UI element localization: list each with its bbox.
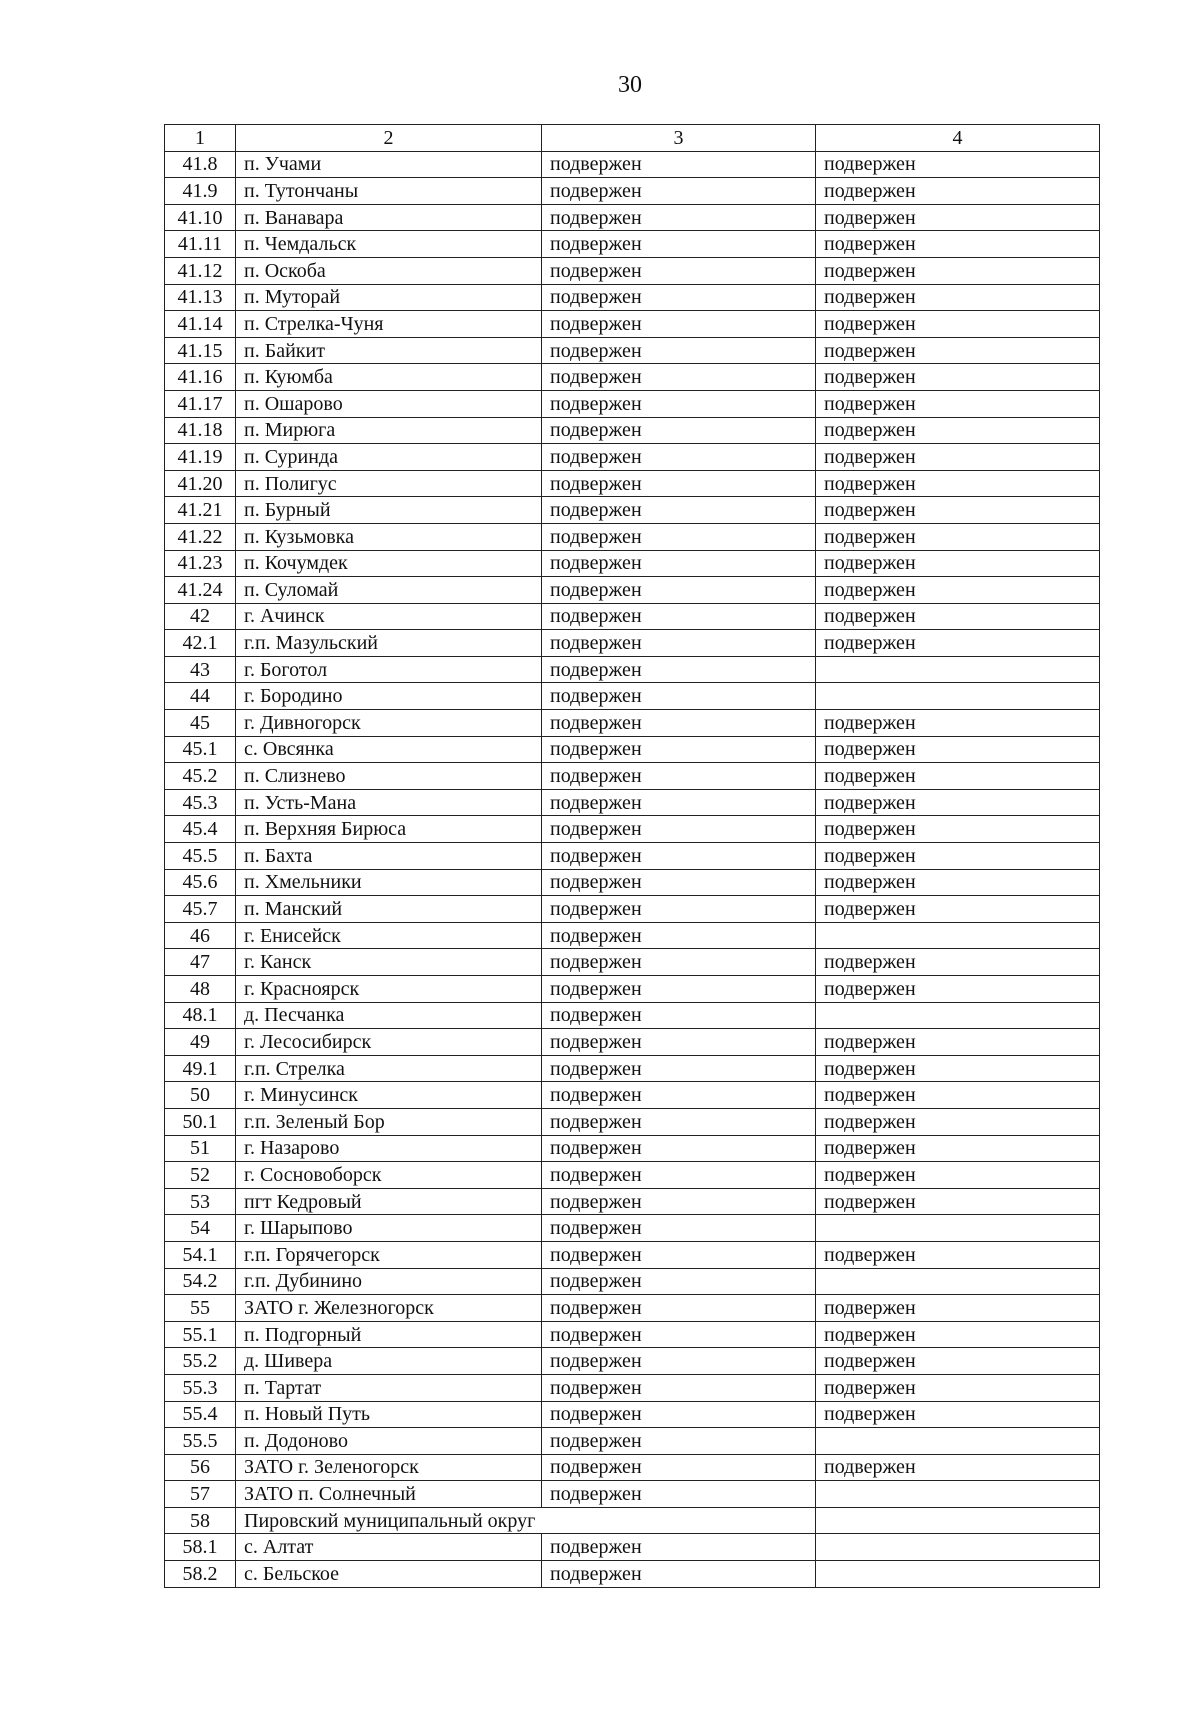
table-row xyxy=(165,1295,1100,1322)
settlement-name: п. Куюмба xyxy=(236,364,542,391)
settlement-name: г. Сосновоборск xyxy=(236,1162,542,1189)
table-row xyxy=(165,843,1100,870)
row-number: 49.1 xyxy=(165,1055,236,1082)
settlement-name: п. Манский xyxy=(236,896,542,923)
settlement-name: п. Кузьмовка xyxy=(236,523,542,550)
table-row xyxy=(165,151,1100,178)
column-4-value: подвержен xyxy=(816,284,1100,311)
column-4-value: подвержен xyxy=(816,736,1100,763)
row-number: 55 xyxy=(165,1295,236,1322)
row-number: 41.18 xyxy=(165,417,236,444)
column-3-value: подвержен xyxy=(542,497,816,524)
table-row xyxy=(165,949,1100,976)
table-row xyxy=(165,1428,1100,1455)
column-4-value: подвержен xyxy=(816,1082,1100,1109)
column-4-value: подвержен xyxy=(816,603,1100,630)
column-4-value: подвержен xyxy=(816,257,1100,284)
column-3-value: подвержен xyxy=(542,523,816,550)
column-4-value: подвержен xyxy=(816,630,1100,657)
row-number: 43 xyxy=(165,656,236,683)
column-4-value xyxy=(816,1215,1100,1242)
column-4-value: подвержен xyxy=(816,311,1100,338)
settlement-name: г. Енисейск xyxy=(236,922,542,949)
settlement-name: п. Верхняя Бирюса xyxy=(236,816,542,843)
settlement-name: пгт Кедровый xyxy=(236,1188,542,1215)
row-number: 41.20 xyxy=(165,470,236,497)
column-3-value: подвержен xyxy=(542,1108,816,1135)
column-4-value: подвержен xyxy=(816,1188,1100,1215)
column-4-value xyxy=(816,656,1100,683)
row-number: 54.2 xyxy=(165,1268,236,1295)
settlement-name: с. Алтат xyxy=(236,1534,542,1561)
settlement-name: п. Ванавара xyxy=(236,204,542,231)
table-row xyxy=(165,1268,1100,1295)
table-row xyxy=(165,337,1100,364)
column-3-value: подвержен xyxy=(542,1029,816,1056)
column-3-value: подвержен xyxy=(542,896,816,923)
column-3-value: подвержен xyxy=(542,1374,816,1401)
table-row xyxy=(165,1002,1100,1029)
table-row xyxy=(165,1348,1100,1375)
settlement-name: д. Песчанка xyxy=(236,1002,542,1029)
settlement-name: ЗАТО г. Зеленогорск xyxy=(236,1454,542,1481)
row-number: 48.1 xyxy=(165,1002,236,1029)
table-row xyxy=(165,1534,1100,1561)
table-row xyxy=(165,1321,1100,1348)
table-row xyxy=(165,311,1100,338)
settlement-name: п. Стрелка-Чуня xyxy=(236,311,542,338)
column-3-value: подвержен xyxy=(542,949,816,976)
table-row xyxy=(165,204,1100,231)
column-3-value: подвержен xyxy=(542,1348,816,1375)
table-row xyxy=(165,523,1100,550)
column-4-value: подвержен xyxy=(816,151,1100,178)
row-number: 41.24 xyxy=(165,577,236,604)
settlement-name: п. Бурный xyxy=(236,497,542,524)
table-row xyxy=(165,1055,1100,1082)
column-4-value: подвержен xyxy=(816,949,1100,976)
row-number: 41.21 xyxy=(165,497,236,524)
column-3-value: подвержен xyxy=(542,231,816,258)
column-4-value xyxy=(816,1268,1100,1295)
column-4-value: подвержен xyxy=(816,1401,1100,1428)
settlement-name: п. Бахта xyxy=(236,843,542,870)
settlement-name: п. Мирюга xyxy=(236,417,542,444)
column-3-value: подвержен xyxy=(542,444,816,471)
column-4-value: подвержен xyxy=(816,896,1100,923)
column-4-value xyxy=(816,683,1100,710)
column-4-value: подвержен xyxy=(816,523,1100,550)
table-row xyxy=(165,789,1100,816)
table-row xyxy=(165,284,1100,311)
row-number: 41.12 xyxy=(165,257,236,284)
column-4-value: подвержен xyxy=(816,204,1100,231)
row-number: 45.3 xyxy=(165,789,236,816)
table-row xyxy=(165,736,1100,763)
row-number: 41.22 xyxy=(165,523,236,550)
table-row xyxy=(165,1108,1100,1135)
column-3-value: подвержен xyxy=(542,311,816,338)
column-3-value: подвержен xyxy=(542,1215,816,1242)
column-3-value: подвержен xyxy=(542,204,816,231)
settlement-name: г.п. Мазульский xyxy=(236,630,542,657)
column-4-value: подвержен xyxy=(816,1162,1100,1189)
settlement-name: г. Назарово xyxy=(236,1135,542,1162)
column-4-value xyxy=(816,1481,1100,1508)
column-header-4: 4 xyxy=(816,125,1100,152)
column-4-value: подвержен xyxy=(816,1055,1100,1082)
table-row xyxy=(165,1241,1100,1268)
table-row xyxy=(165,231,1100,258)
row-number: 55.3 xyxy=(165,1374,236,1401)
row-number: 58.1 xyxy=(165,1534,236,1561)
column-4-value: подвержен xyxy=(816,1108,1100,1135)
column-3-value: подвержен xyxy=(542,683,816,710)
row-number: 55.5 xyxy=(165,1428,236,1455)
settlement-name: п. Кочумдек xyxy=(236,550,542,577)
row-number: 41.23 xyxy=(165,550,236,577)
table-row xyxy=(165,1188,1100,1215)
column-3-value: подвержен xyxy=(542,736,816,763)
column-header-1: 1 xyxy=(165,125,236,152)
table-row xyxy=(165,896,1100,923)
table-row xyxy=(165,1561,1100,1588)
row-number: 44 xyxy=(165,683,236,710)
column-3-value: подвержен xyxy=(542,1162,816,1189)
row-number: 41.14 xyxy=(165,311,236,338)
row-number: 46 xyxy=(165,922,236,949)
column-3-value: подвержен xyxy=(542,1241,816,1268)
column-4-value: подвержен xyxy=(816,1241,1100,1268)
table-row xyxy=(165,763,1100,790)
column-4-value: подвержен xyxy=(816,470,1100,497)
table-row xyxy=(165,257,1100,284)
column-3-value: подвержен xyxy=(542,843,816,870)
settlement-name: п. Ошарово xyxy=(236,390,542,417)
row-number: 57 xyxy=(165,1481,236,1508)
row-number: 49 xyxy=(165,1029,236,1056)
settlement-name: г. Боготол xyxy=(236,656,542,683)
settlement-name: п. Усть-Мана xyxy=(236,789,542,816)
column-3-value: подвержен xyxy=(542,1561,816,1588)
row-number: 45.4 xyxy=(165,816,236,843)
settlement-name: г. Шарыпово xyxy=(236,1215,542,1242)
column-3-value: подвержен xyxy=(542,710,816,737)
settlement-name: п. Додоново xyxy=(236,1428,542,1455)
column-3-value: подвержен xyxy=(542,178,816,205)
column-4-value: подвержен xyxy=(816,869,1100,896)
settlement-name: г.п. Дубинино xyxy=(236,1268,542,1295)
row-number: 54.1 xyxy=(165,1241,236,1268)
table-row xyxy=(165,444,1100,471)
column-3-value: подвержен xyxy=(542,1401,816,1428)
table-row xyxy=(165,603,1100,630)
settlement-name: г. Канск xyxy=(236,949,542,976)
page-number: 30 xyxy=(618,72,642,98)
column-3-value: подвержен xyxy=(542,816,816,843)
column-3-value: подвержен xyxy=(542,550,816,577)
column-3-value: подвержен xyxy=(542,417,816,444)
row-number: 53 xyxy=(165,1188,236,1215)
table-row xyxy=(165,816,1100,843)
table-body xyxy=(165,125,1100,1588)
column-3-value: подвержен xyxy=(542,284,816,311)
settlement-name: п. Учами xyxy=(236,151,542,178)
column-3-value: подвержен xyxy=(542,577,816,604)
column-3-value: подвержен xyxy=(542,656,816,683)
row-number: 47 xyxy=(165,949,236,976)
column-3-value: подвержен xyxy=(542,337,816,364)
table-row xyxy=(165,976,1100,1003)
row-number: 55.1 xyxy=(165,1321,236,1348)
column-4-value: подвержен xyxy=(816,789,1100,816)
row-number: 41.8 xyxy=(165,151,236,178)
column-3-value: подвержен xyxy=(542,1002,816,1029)
column-3-value: подвержен xyxy=(542,364,816,391)
settlement-name: п. Муторай xyxy=(236,284,542,311)
column-4-value: подвержен xyxy=(816,1348,1100,1375)
column-3-value: подвержен xyxy=(542,1188,816,1215)
column-4-value: подвержен xyxy=(816,1374,1100,1401)
settlement-name: г.п. Горячегорск xyxy=(236,1241,542,1268)
table-row xyxy=(165,1507,1100,1534)
column-4-value: подвержен xyxy=(816,444,1100,471)
table-row xyxy=(165,390,1100,417)
column-4-value: подвержен xyxy=(816,337,1100,364)
settlement-name: Пировский муниципальный округ xyxy=(236,1507,816,1534)
column-3-value: подвержен xyxy=(542,1534,816,1561)
header-row xyxy=(165,125,1100,152)
column-4-value: подвержен xyxy=(816,710,1100,737)
column-3-value: подвержен xyxy=(542,789,816,816)
row-number: 56 xyxy=(165,1454,236,1481)
column-3-value: подвержен xyxy=(542,470,816,497)
row-number: 50.1 xyxy=(165,1108,236,1135)
settlement-name: п. Полигус xyxy=(236,470,542,497)
column-4-value xyxy=(816,922,1100,949)
column-3-value: подвержен xyxy=(542,1295,816,1322)
column-4-value: подвержен xyxy=(816,364,1100,391)
column-4-value xyxy=(816,1428,1100,1455)
settlement-name: ЗАТО г. Железногорск xyxy=(236,1295,542,1322)
table-row xyxy=(165,1135,1100,1162)
settlement-name: д. Шивера xyxy=(236,1348,542,1375)
column-4-value: подвержен xyxy=(816,843,1100,870)
column-4-value: подвержен xyxy=(816,1295,1100,1322)
row-number: 45.5 xyxy=(165,843,236,870)
row-number: 45 xyxy=(165,710,236,737)
column-3-value: подвержен xyxy=(542,390,816,417)
row-number: 58.2 xyxy=(165,1561,236,1588)
column-4-value: подвержен xyxy=(816,1454,1100,1481)
settlement-name: с. Бельское xyxy=(236,1561,542,1588)
table-row xyxy=(165,630,1100,657)
row-number: 50 xyxy=(165,1082,236,1109)
column-4-value xyxy=(816,1534,1100,1561)
table-row xyxy=(165,1162,1100,1189)
row-number: 54 xyxy=(165,1215,236,1242)
row-number: 42.1 xyxy=(165,630,236,657)
row-number: 45.7 xyxy=(165,896,236,923)
table-row xyxy=(165,364,1100,391)
row-number: 48 xyxy=(165,976,236,1003)
column-4-value: подвержен xyxy=(816,577,1100,604)
settlement-name: п. Суринда xyxy=(236,444,542,471)
settlement-name: г. Минусинск xyxy=(236,1082,542,1109)
table-row xyxy=(165,1374,1100,1401)
column-4-value: подвержен xyxy=(816,976,1100,1003)
column-4-value: подвержен xyxy=(816,1135,1100,1162)
column-4-value xyxy=(816,1561,1100,1588)
row-number: 45.2 xyxy=(165,763,236,790)
settlement-name: г. Красноярск xyxy=(236,976,542,1003)
row-number: 41.19 xyxy=(165,444,236,471)
settlement-name: г. Бородино xyxy=(236,683,542,710)
table-row xyxy=(165,1215,1100,1242)
column-4-value: подвержен xyxy=(816,1029,1100,1056)
row-number: 45.1 xyxy=(165,736,236,763)
row-number: 58 xyxy=(165,1507,236,1534)
table-row xyxy=(165,1082,1100,1109)
table-row xyxy=(165,550,1100,577)
column-3-value: подвержен xyxy=(542,1135,816,1162)
column-3-value: подвержен xyxy=(542,630,816,657)
column-3-value: подвержен xyxy=(542,1321,816,1348)
column-4-value: подвержен xyxy=(816,763,1100,790)
table-row xyxy=(165,417,1100,444)
table-row xyxy=(165,869,1100,896)
row-number: 41.15 xyxy=(165,337,236,364)
row-number: 41.10 xyxy=(165,204,236,231)
table-row xyxy=(165,710,1100,737)
column-4-value: подвержен xyxy=(816,1321,1100,1348)
column-4-value: подвержен xyxy=(816,816,1100,843)
settlement-name: п. Хмельники xyxy=(236,869,542,896)
column-4-value: подвержен xyxy=(816,178,1100,205)
row-number: 52 xyxy=(165,1162,236,1189)
column-4-value: подвержен xyxy=(816,231,1100,258)
column-3-value: подвержен xyxy=(542,603,816,630)
settlement-name: п. Тартат xyxy=(236,1374,542,1401)
column-3-value: подвержен xyxy=(542,151,816,178)
row-number: 51 xyxy=(165,1135,236,1162)
row-number: 41.16 xyxy=(165,364,236,391)
table-row xyxy=(165,683,1100,710)
row-number: 42 xyxy=(165,603,236,630)
settlement-name: п. Байкит xyxy=(236,337,542,364)
table-row xyxy=(165,1401,1100,1428)
table-row xyxy=(165,1481,1100,1508)
table-row xyxy=(165,1029,1100,1056)
settlement-name: п. Суломай xyxy=(236,577,542,604)
settlement-name: г.п. Зеленый Бор xyxy=(236,1108,542,1135)
row-number: 45.6 xyxy=(165,869,236,896)
table-row xyxy=(165,178,1100,205)
column-4-value xyxy=(816,1002,1100,1029)
settlement-name: п. Тутончаны xyxy=(236,178,542,205)
row-number: 41.13 xyxy=(165,284,236,311)
settlement-name: г. Ачинск xyxy=(236,603,542,630)
column-3-value: подвержен xyxy=(542,763,816,790)
column-header-2: 2 xyxy=(236,125,542,152)
column-3-value: подвержен xyxy=(542,1055,816,1082)
settlement-name: п. Чемдальск xyxy=(236,231,542,258)
table-row xyxy=(165,922,1100,949)
settlement-name: п. Подгорный xyxy=(236,1321,542,1348)
column-3-value: подвержен xyxy=(542,976,816,1003)
document-table xyxy=(164,124,1100,1588)
row-number: 41.9 xyxy=(165,178,236,205)
column-3-value: подвержен xyxy=(542,922,816,949)
settlement-name: г.п. Стрелка xyxy=(236,1055,542,1082)
table-row xyxy=(165,470,1100,497)
column-3-value: подвержен xyxy=(542,1428,816,1455)
column-4-value: подвержен xyxy=(816,497,1100,524)
table-row xyxy=(165,497,1100,524)
settlement-name: г. Лесосибирск xyxy=(236,1029,542,1056)
column-4-value: подвержен xyxy=(816,550,1100,577)
row-number: 41.17 xyxy=(165,390,236,417)
column-header-3: 3 xyxy=(542,125,816,152)
table-row xyxy=(165,656,1100,683)
settlement-name: п. Оскоба xyxy=(236,257,542,284)
settlement-name: г. Дивногорск xyxy=(236,710,542,737)
column-3-value: подвержен xyxy=(542,869,816,896)
row-number: 41.11 xyxy=(165,231,236,258)
column-3-value: подвержен xyxy=(542,1082,816,1109)
settlement-name: п. Новый Путь xyxy=(236,1401,542,1428)
column-3-value: подвержен xyxy=(542,1481,816,1508)
column-3-value: подвержен xyxy=(542,1454,816,1481)
settlement-name: с. Овсянка xyxy=(236,736,542,763)
column-4-value: подвержен xyxy=(816,417,1100,444)
column-4-value xyxy=(816,1507,1100,1534)
column-3-value: подвержен xyxy=(542,257,816,284)
column-3-value: подвержен xyxy=(542,1268,816,1295)
column-4-value: подвержен xyxy=(816,390,1100,417)
table-row xyxy=(165,1454,1100,1481)
row-number: 55.4 xyxy=(165,1401,236,1428)
table-row xyxy=(165,577,1100,604)
row-number: 55.2 xyxy=(165,1348,236,1375)
settlement-name: ЗАТО п. Солнечный xyxy=(236,1481,542,1508)
settlement-name: п. Слизнево xyxy=(236,763,542,790)
